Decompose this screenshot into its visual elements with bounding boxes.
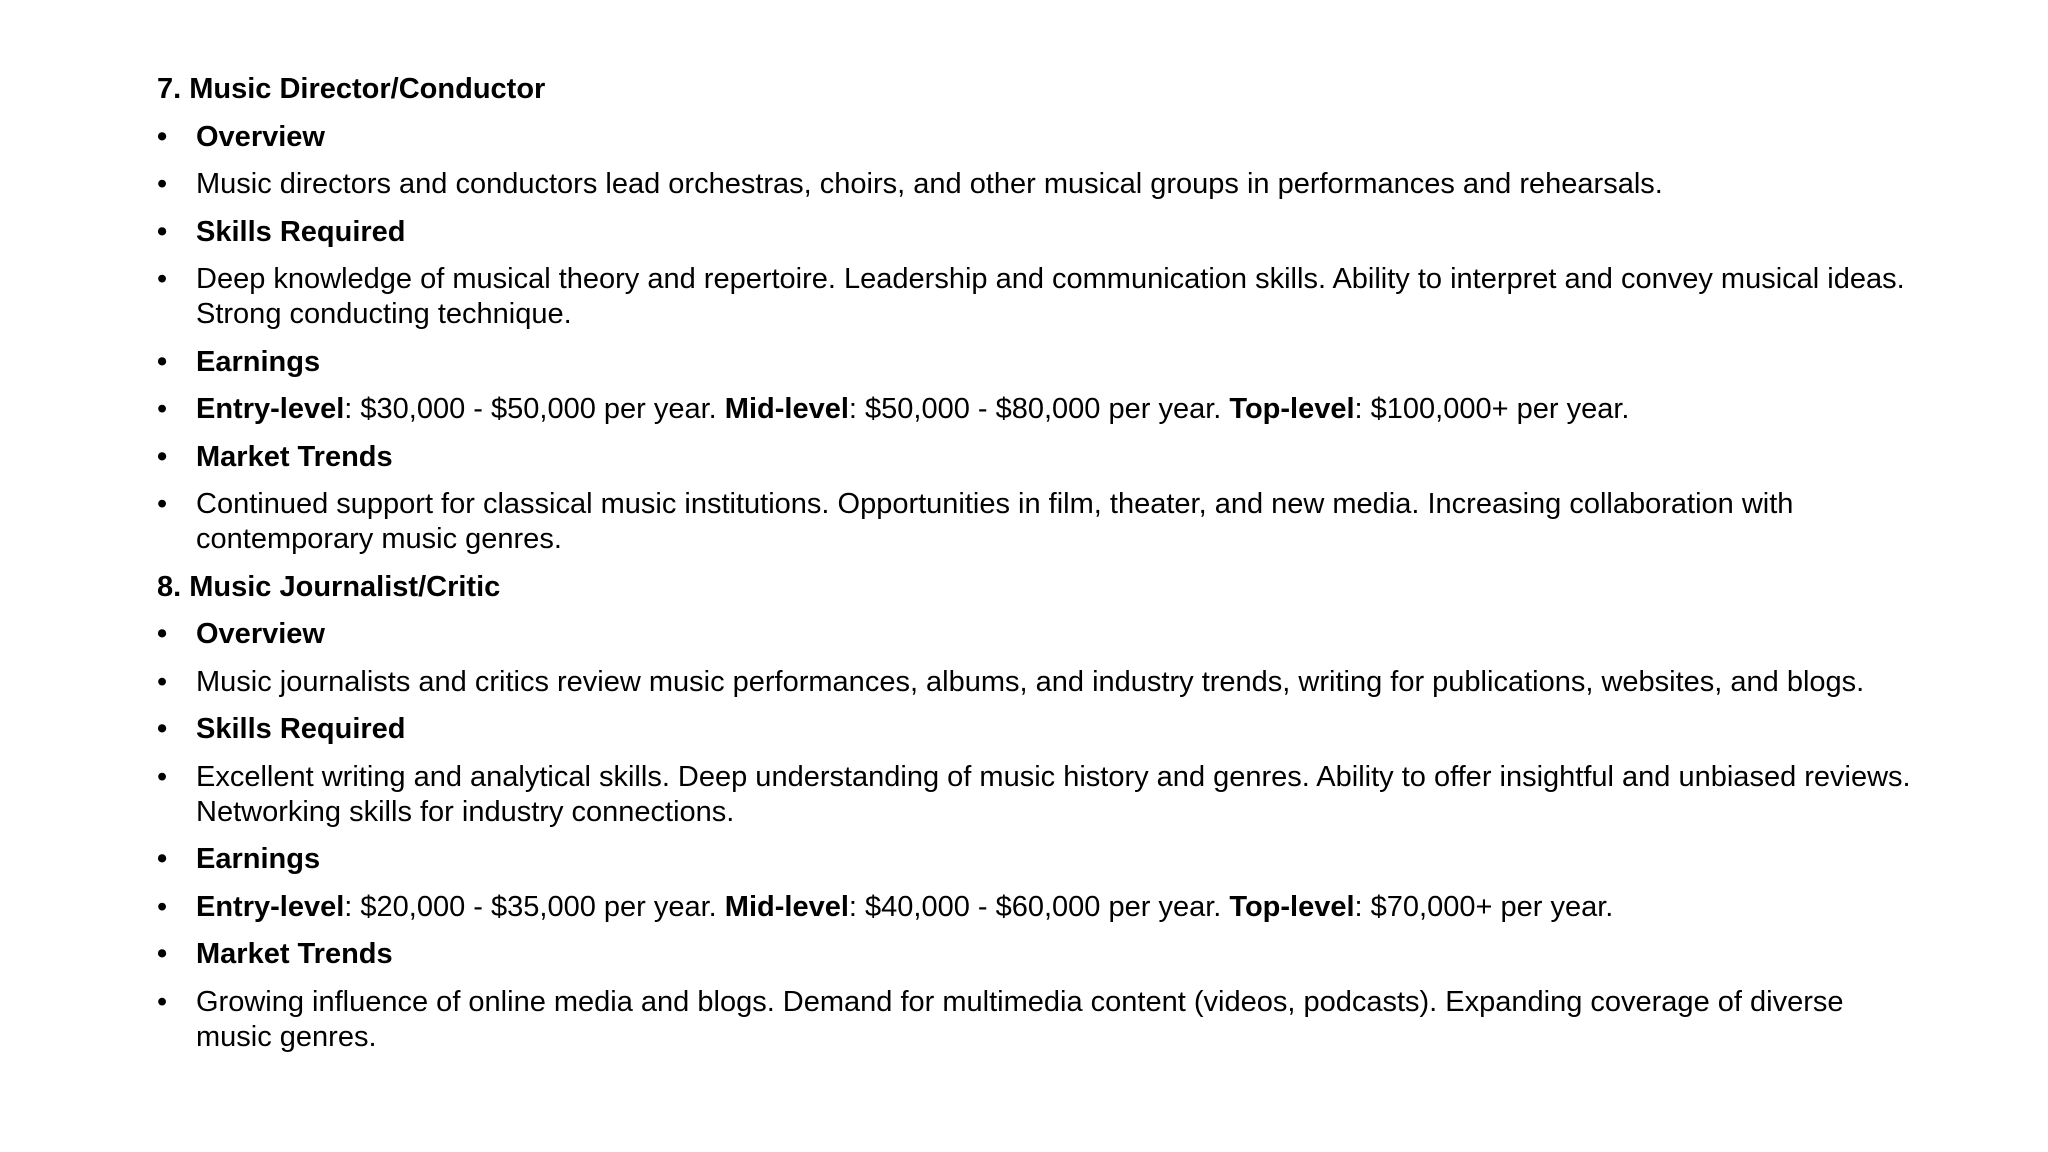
mid-level-label: Mid-level xyxy=(724,393,849,425)
entry-level-value: : $20,000 - $35,000 per year. xyxy=(344,890,725,923)
earnings-label: • Earnings xyxy=(157,842,1917,877)
earnings-text xyxy=(157,890,1917,925)
top-level-value: : $70,000+ per year. xyxy=(1354,890,1614,923)
top-level-label: Top-level xyxy=(1229,890,1355,923)
mid-level-value: : $50,000 - $80,000 per year. xyxy=(848,393,1230,425)
earnings-label: • Earnings xyxy=(157,345,1917,380)
top-level-value: : $100,000+ per year. xyxy=(1354,393,1630,425)
trends-text: • Growing influence of online media and blogs. Demand for multimedia content (videos, podcasts). Expanding coverage of diverse music genres. xyxy=(157,985,1917,1055)
section-heading: 8. Music Journalist/Critic xyxy=(157,570,501,603)
slide-content xyxy=(157,72,1917,1067)
section-music-director xyxy=(157,72,1917,557)
section-music-journalist xyxy=(157,570,1917,1055)
overview-text: • Music journalists and critics review music performances, albums, and industry trends, writing for publications, websites, and blogs. xyxy=(157,665,1917,700)
skills-label: • Skills Required xyxy=(157,712,1917,747)
skills-label: • Skills Required xyxy=(157,215,1917,250)
top-level-label: Top-level xyxy=(1229,393,1355,425)
section-heading: 7. Music Director/Conductor xyxy=(157,73,546,105)
entry-level-label: Entry-level xyxy=(196,393,345,425)
overview-text: • Music directors and conductors lead orchestras, choirs, and other musical groups in performances and rehearsals. xyxy=(157,167,1917,202)
mid-level-value: : $40,000 - $60,000 per year. xyxy=(848,890,1230,923)
entry-level-label: Entry-level xyxy=(196,890,345,923)
bullet-list xyxy=(157,120,1917,558)
bullet-list xyxy=(157,617,1917,1055)
trends-text: • Continued support for classical music institutions. Opportunities in film, theater, and new media. Increasing collaboration with contemporary music genres. xyxy=(157,487,1917,557)
earnings-text xyxy=(157,392,1917,427)
overview-label: • Overview xyxy=(157,120,1917,155)
entry-level-value: : $30,000 - $50,000 per year. xyxy=(344,393,725,425)
overview-label: • Overview xyxy=(157,617,1917,652)
trends-label: • Market Trends xyxy=(157,937,1917,972)
skills-text: • Deep knowledge of musical theory and repertoire. Leadership and communication skills. Ability to interpret and convey musical ideas. Strong conducting technique. xyxy=(157,262,1917,332)
skills-text: • Excellent writing and analytical skills. Deep understanding of music history and genres. Ability to offer insightful and unbiased reviews. Networking skills for industry connections. xyxy=(157,760,1917,830)
trends-label: • Market Trends xyxy=(157,440,1917,475)
mid-level-label: Mid-level xyxy=(724,890,849,923)
